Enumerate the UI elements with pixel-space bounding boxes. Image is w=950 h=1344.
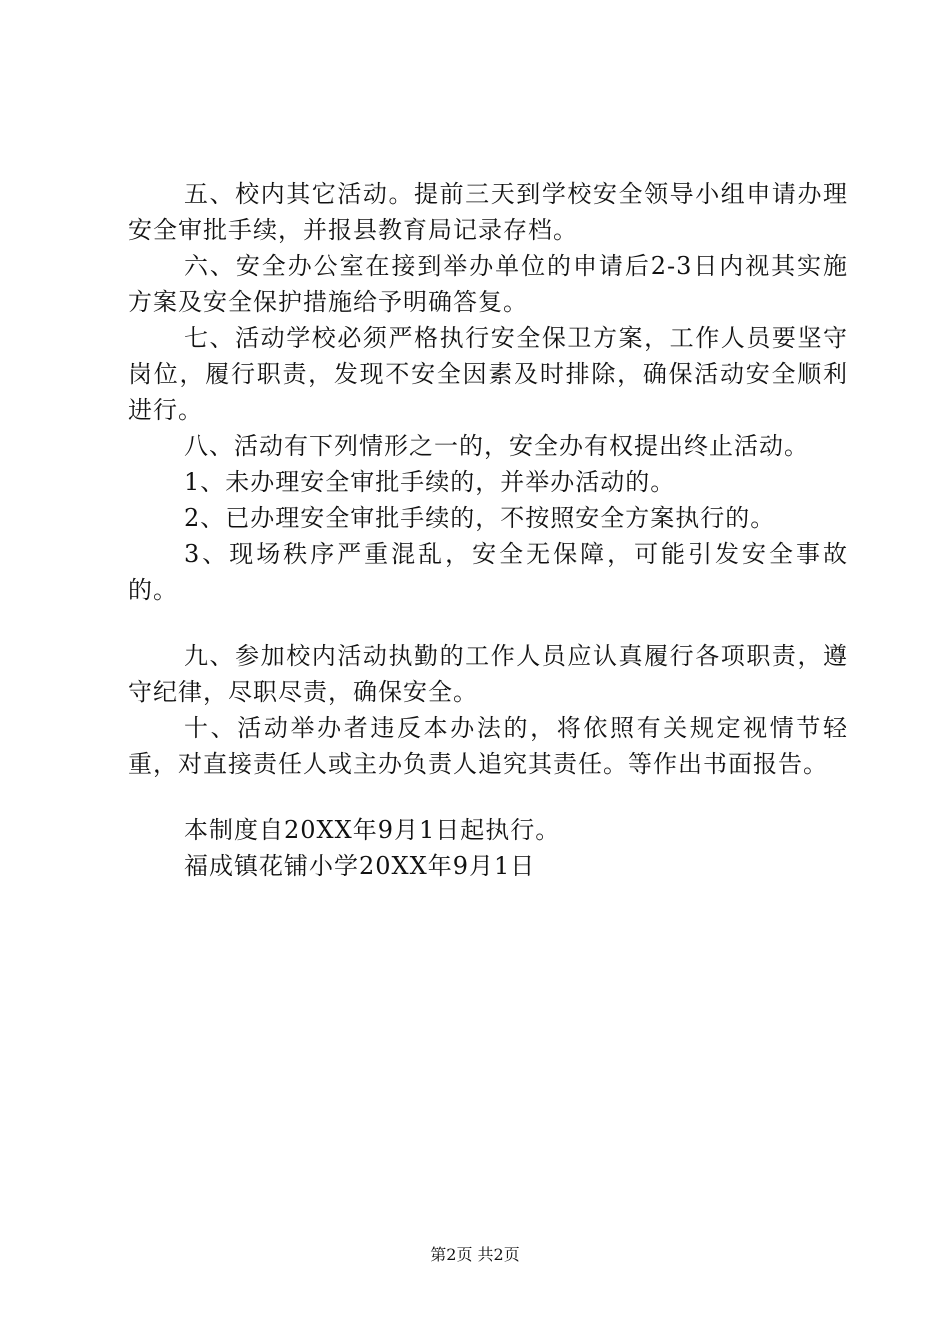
list-item-1: 1、未办理安全审批手续的，并举办活动的。 [184, 468, 676, 496]
list-item-3: 3、现场秩序严重混乱，安全无保障，可能引发安全事故的。 [128, 540, 848, 604]
paragraph-spacer [128, 782, 848, 812]
list-item-2: 2、已办理安全审批手续的，不按照安全方案执行的。 [184, 504, 776, 532]
paragraph-9: 九、参加校内活动执勤的工作人员应认真履行各项职责，遵守纪律，尽职尽责，确保安全。 [128, 642, 848, 706]
paragraph-7: 七、活动学校必须严格执行安全保卫方案，工作人员要坚守岗位，履行职责，发现不安全因素及时排除，确保活动安全顺利进行。 [128, 324, 848, 424]
paragraph-8: 八、活动有下列情形之一的，安全办有权提出终止活动。 [184, 432, 809, 460]
paragraph-spacer [128, 608, 848, 638]
paragraph-5: 五、校内其它活动。提前三天到学校安全领导小组申请办理安全审批手续，并报县教育局记录存档。 [128, 180, 848, 244]
paragraph-10: 十、活动举办者违反本办法的，将依照有关规定视情节轻重，对直接责任人或主办负责人追究其责任。等作出书面报告。 [128, 714, 848, 778]
paragraph-6: 六、安全办公室在接到举办单位的申请后2-3日内视其实施方案及安全保护措施给予明确答复。 [128, 252, 848, 316]
effective-date-line: 本制度自20XX年9月1日起执行。 [184, 816, 561, 844]
document-body [128, 176, 848, 884]
page-footer: 第2页 共2页 [430, 1245, 520, 1264]
signature-line: 福成镇花铺小学20XX年9月1日 [184, 852, 536, 880]
